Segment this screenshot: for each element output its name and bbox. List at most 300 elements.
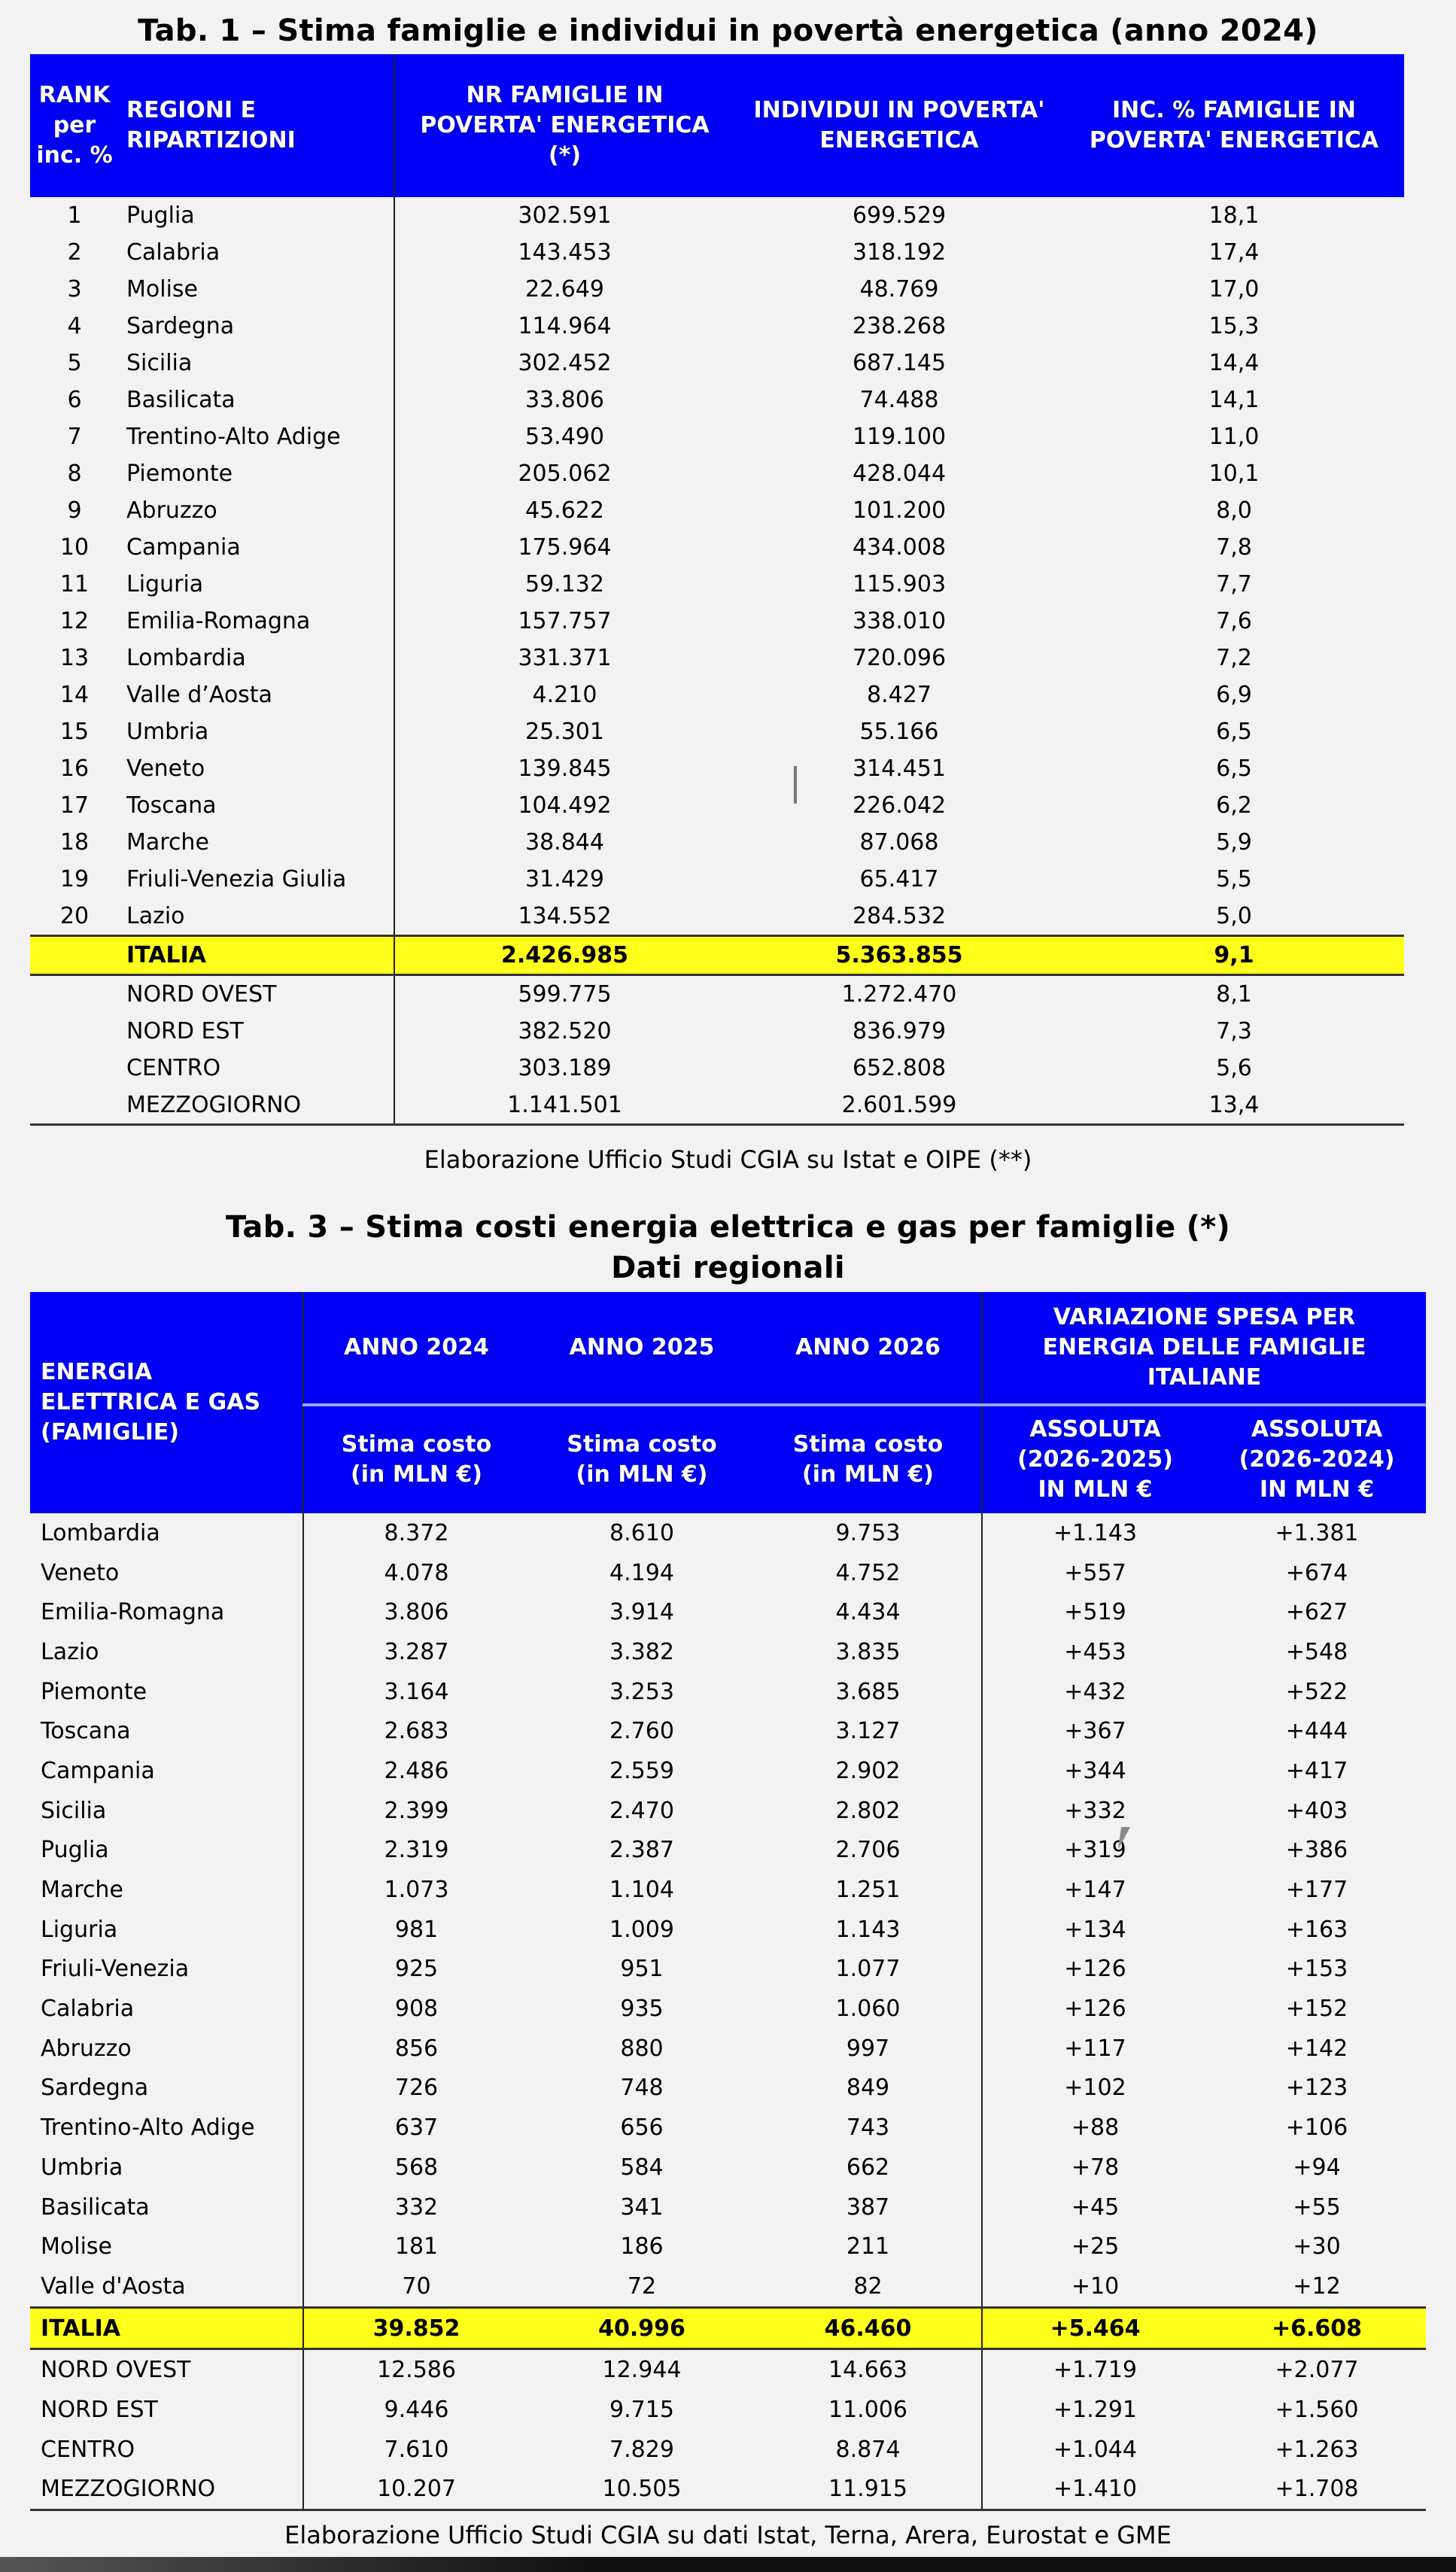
cost-2024-cell: 925 [303, 1950, 529, 1990]
delta-2026-2025-cell: +367 [982, 1711, 1208, 1751]
region-cell: NORD OVEST [126, 981, 277, 1008]
families-cell: 143.453 [394, 234, 734, 271]
families-cell: 205.062 [394, 455, 734, 492]
rank-cell: 16 [59, 755, 90, 782]
table1-title: Tab. 1 – Stima famiglie e individui in povertà energetica (anno 2024) [138, 14, 1318, 48]
cost-2025-cell: 12.944 [602, 2357, 682, 2384]
incidence-cell: 17,0 [1208, 276, 1260, 302]
families-cell: 134.552 [394, 898, 734, 936]
delta-2026-2025-cell: +332 [982, 1791, 1208, 1831]
delta-2026-2025-cell: +102 [982, 2069, 1208, 2108]
incidence-cell: 17,4 [1208, 239, 1260, 266]
individuals-cell: 87.068 [859, 829, 939, 856]
individuals-cell: 238.268 [852, 313, 947, 339]
cost-2025-cell: 186 [620, 2233, 664, 2260]
region-cell: Liguria [41, 1916, 118, 1943]
cost-2026-cell: 743 [846, 2114, 890, 2142]
delta-2026-2025-cell: +519 [982, 1592, 1208, 1632]
delta-2026-2024-cell: +403 [1285, 1797, 1348, 1824]
table3-total-row [30, 2307, 1426, 2349]
delta-2026-2025-cell: +10 [982, 2266, 1208, 2307]
cost-2024-cell: 726 [303, 2069, 529, 2108]
region-cell: Campania [126, 534, 241, 561]
region-cell: Basilicata [126, 387, 236, 413]
cost-2024-cell: 8.372 [303, 1513, 529, 1553]
table3-row [30, 1751, 1426, 1791]
individuals-cell: 836.979 [852, 1018, 947, 1044]
families-cell: 139.845 [394, 750, 734, 787]
header-energy-label: ENERGIA ELETTRICA E GAS (FAMIGLIE) [30, 1292, 303, 1513]
region-cell: NORD OVEST [41, 2357, 191, 2384]
region-cell: Sicilia [41, 1797, 107, 1824]
incidence-cell: 14,4 [1208, 350, 1260, 376]
cost-2024-cell: 3.806 [303, 1592, 529, 1632]
region-cell: Trentino-Alto Adige [41, 2114, 255, 2142]
region-cell: Veneto [41, 1559, 120, 1586]
table3-row [30, 1592, 1426, 1632]
region-cell: Campania [41, 1757, 155, 1784]
delta-2026-2024-cell: +386 [1285, 1837, 1348, 1864]
header-individuals: INDIVIDUI IN POVERTA' ENERGETICA [734, 54, 1064, 197]
incidence-cell: 6,5 [1216, 719, 1252, 745]
subheader-abs-2026-2024: ASSOLUTA (2026-2024) IN MLN € [1208, 1405, 1426, 1513]
table1-row [30, 603, 1404, 640]
rank-cell [30, 1013, 119, 1050]
rank-cell: 13 [59, 645, 90, 671]
header-year-2025: ANNO 2025 [529, 1292, 755, 1405]
individuals-cell: 8.427 [867, 682, 932, 708]
incidence-cell: 15,3 [1208, 313, 1260, 339]
header-variation: VARIAZIONE SPESA PER ENERGIA DELLE FAMIGLIE ITALIANE [982, 1292, 1426, 1405]
delta-2026-2024-cell: +152 [1285, 1996, 1348, 2023]
cost-2025-cell: 3.253 [609, 1678, 674, 1705]
header-families: NR FAMIGLIE IN POVERTA' ENERGETICA (*) [394, 54, 734, 197]
delta-2026-2025-cell: +45 [982, 2187, 1208, 2227]
delta-2026-2024-cell: +6.608 [1208, 2307, 1426, 2349]
families-cell: 4.210 [394, 676, 734, 713]
region-cell: Sardegna [126, 313, 235, 339]
rank-cell: 9 [67, 497, 82, 524]
individuals-cell: 318.192 [852, 239, 947, 266]
region-cell: Calabria [41, 1996, 135, 2023]
delta-2026-2024-cell: +55 [1293, 2193, 1341, 2221]
region-cell: Umbria [126, 719, 209, 745]
delta-2026-2024-cell: +417 [1285, 1757, 1348, 1784]
table3-area-row [30, 2430, 1426, 2470]
cost-2025-cell: 341 [620, 2193, 664, 2221]
cost-2025-cell: 656 [620, 2114, 664, 2142]
delta-2026-2025-cell: +117 [982, 2029, 1208, 2069]
cost-2024-cell: 637 [303, 2108, 529, 2148]
cost-2026-cell: 82 [853, 2273, 883, 2300]
region-cell: Marche [126, 829, 209, 856]
table1-row [30, 566, 1404, 603]
delta-2026-2024-cell: +153 [1285, 1956, 1348, 1983]
table3-source-note: Elaborazione Ufficio Studi CGIA su dati Istat, Terna, Arera, Eurostat e GME [284, 2521, 1172, 2549]
delta-2026-2024-cell: +548 [1285, 1638, 1348, 1665]
rank-cell: 19 [59, 866, 90, 892]
cost-2025-cell: 2.387 [609, 1837, 674, 1864]
table3-row [30, 1989, 1426, 2029]
table3-area-row [30, 2390, 1426, 2430]
individuals-cell: 434.008 [852, 534, 947, 561]
table1-row [30, 676, 1404, 713]
header-incidence: INC. % FAMIGLIE IN POVERTA' ENERGETICA [1064, 54, 1404, 197]
families-cell: 303.189 [394, 1050, 734, 1087]
incidence-cell: 8,1 [1216, 981, 1252, 1008]
rank-cell: 1 [67, 202, 82, 229]
cost-2025-cell: 2.760 [609, 1718, 674, 1745]
cost-2024-cell: 1.073 [303, 1870, 529, 1910]
cost-2026-cell: 2.802 [835, 1797, 901, 1824]
rank-cell: 18 [59, 829, 90, 856]
cost-2025-cell: 4.194 [609, 1559, 674, 1586]
delta-2026-2024-cell: +1.560 [1275, 2396, 1359, 2423]
region-cell: Molise [126, 276, 198, 302]
incidence-cell: 7,7 [1216, 571, 1252, 597]
families-cell: 53.490 [394, 418, 734, 455]
bottom-shadow-bar [0, 2557, 1456, 2572]
individuals-cell: 652.808 [852, 1055, 947, 1081]
table1-row [30, 234, 1404, 271]
rank-cell: 15 [59, 719, 90, 745]
incidence-cell: 11,0 [1208, 424, 1260, 450]
cost-2026-cell: 46.460 [755, 2307, 982, 2349]
families-cell: 1.141.501 [394, 1087, 734, 1125]
table1-area-row [30, 1087, 1404, 1125]
individuals-cell: 314.451 [852, 755, 947, 782]
families-cell: 302.591 [394, 197, 734, 234]
delta-2026-2025-cell: +25 [982, 2227, 1208, 2266]
cost-2025-cell: 3.914 [609, 1599, 674, 1626]
header-year-2026: ANNO 2026 [755, 1292, 982, 1405]
table3-row [30, 2029, 1426, 2069]
table1-row [30, 418, 1404, 455]
region-cell: NORD EST [41, 2396, 158, 2423]
families-cell: 157.757 [394, 603, 734, 640]
families-cell: 114.964 [394, 308, 734, 345]
cost-2026-cell: 9.753 [835, 1519, 901, 1546]
cost-2025-cell: 9.715 [609, 2396, 674, 2423]
delta-2026-2025-cell: +88 [982, 2108, 1208, 2148]
table1-row [30, 308, 1404, 345]
table3-row [30, 2108, 1426, 2148]
delta-2026-2024-cell: +1.381 [1275, 1519, 1359, 1546]
rank-cell [30, 1050, 119, 1087]
individuals-cell: 55.166 [859, 719, 939, 745]
cost-2026-cell: 211 [846, 2233, 890, 2260]
delta-2026-2025-cell: +1.410 [982, 2470, 1208, 2510]
families-cell: 31.429 [394, 861, 734, 898]
cost-2026-cell: 3.127 [835, 1718, 901, 1745]
cost-2026-cell: 14.663 [828, 2357, 907, 2384]
table3-row [30, 2069, 1426, 2108]
delta-2026-2025-cell: +1.044 [982, 2430, 1208, 2470]
region-cell: Toscana [41, 1718, 131, 1745]
individuals-cell: 338.010 [852, 608, 947, 634]
individuals-cell: 48.769 [859, 276, 939, 302]
region-cell: Puglia [41, 1837, 109, 1864]
table3-area-row [30, 2470, 1426, 2510]
families-cell: 331.371 [394, 640, 734, 676]
individuals-cell: 5.363.855 [734, 936, 1064, 975]
families-cell: 22.649 [394, 271, 734, 308]
delta-2026-2024-cell: +674 [1285, 1559, 1348, 1586]
table1-row [30, 750, 1404, 787]
table3-row [30, 1553, 1426, 1593]
delta-2026-2024-cell: +2.077 [1275, 2357, 1359, 2384]
individuals-cell: 687.145 [852, 350, 947, 376]
cost-2026-cell: 1.060 [835, 1996, 901, 2023]
cost-2024-cell: 981 [303, 1910, 529, 1950]
families-cell: 382.520 [394, 1013, 734, 1050]
incidence-cell: 10,1 [1208, 461, 1260, 487]
cost-2024-cell: 2.486 [303, 1751, 529, 1791]
table3-subtitle: Dati regionali [611, 1251, 845, 1285]
rank-cell [30, 936, 119, 975]
cost-2024-cell: 4.078 [303, 1553, 529, 1593]
region-cell: Calabria [126, 239, 220, 266]
incidence-cell: 7,8 [1216, 534, 1252, 561]
rank-cell: 4 [67, 313, 82, 339]
cost-2024-cell: 70 [303, 2266, 529, 2307]
rank-cell: 17 [59, 792, 90, 819]
header-year-2024: ANNO 2024 [303, 1292, 529, 1405]
table3-row [30, 1711, 1426, 1751]
cost-2026-cell: 849 [846, 2075, 890, 2102]
families-cell: 104.492 [394, 787, 734, 824]
incidence-cell: 7,3 [1216, 1018, 1252, 1044]
cost-2024-cell: 908 [303, 1989, 529, 2029]
delta-2026-2025-cell: +319 [982, 1831, 1208, 1871]
table1-row [30, 529, 1404, 566]
cost-2026-cell: 11.915 [755, 2470, 982, 2510]
subheader-cost-2025: Stima costo (in MLN €) [529, 1405, 755, 1513]
region-cell: Abruzzo [41, 2035, 132, 2062]
region-cell: Friuli-Venezia Giulia [126, 866, 347, 892]
table1-row [30, 345, 1404, 382]
cost-2025-cell: 7.829 [609, 2436, 674, 2463]
incidence-cell: 14,1 [1208, 387, 1260, 413]
region-cell: Umbria [41, 2154, 123, 2181]
cost-2026-cell: 387 [846, 2193, 890, 2221]
table1-total-row [30, 936, 1404, 975]
families-cell: 25.301 [394, 713, 734, 750]
table3-row [30, 2187, 1426, 2227]
cost-2025-cell: 584 [620, 2154, 664, 2181]
individuals-cell: 65.417 [859, 866, 939, 892]
delta-2026-2025-cell: +126 [982, 1950, 1208, 1990]
cost-2025-cell: 2.470 [609, 1797, 674, 1824]
rank-cell: 11 [59, 571, 90, 597]
table3-area-row [30, 2349, 1426, 2390]
cost-2026-cell: 11.006 [828, 2396, 907, 2423]
header-rank: RANK per inc. % [30, 54, 119, 197]
delta-2026-2025-cell: +134 [982, 1910, 1208, 1950]
incidence-cell: 18,1 [1208, 202, 1260, 229]
rank-cell: 20 [59, 903, 90, 929]
cost-2024-cell: 2.683 [303, 1711, 529, 1751]
cost-2026-cell: 3.835 [835, 1638, 901, 1665]
table1-row [30, 713, 1404, 750]
table1-source-note: Elaborazione Ufficio Studi CGIA su Istat e OIPE (**) [424, 1145, 1032, 1174]
cost-2025-cell: 935 [620, 1996, 664, 2023]
delta-2026-2025-cell: +1.143 [982, 1513, 1208, 1553]
individuals-cell: 226.042 [852, 792, 947, 819]
rank-cell: 3 [67, 276, 82, 302]
text-cursor-icon [794, 766, 797, 804]
families-cell: 599.775 [394, 975, 734, 1014]
cost-2026-cell: 1.251 [835, 1877, 901, 1904]
incidence-cell: 5,6 [1216, 1055, 1252, 1081]
table3-row [30, 1791, 1426, 1831]
table3-row [30, 1910, 1426, 1950]
delta-2026-2025-cell: +147 [982, 1870, 1208, 1910]
cost-2024-cell: 181 [303, 2227, 529, 2266]
cost-2025-cell: 3.382 [609, 1638, 674, 1665]
individuals-cell: 101.200 [852, 497, 947, 524]
incidence-cell: 7,2 [1216, 645, 1252, 671]
region-cell: Abruzzo [126, 497, 217, 524]
cost-2024-cell: 2.399 [303, 1791, 529, 1831]
region-cell: Valle d’Aosta [126, 682, 272, 708]
families-cell: 59.132 [394, 566, 734, 603]
region-cell: Veneto [126, 755, 205, 782]
individuals-cell: 284.532 [852, 903, 947, 929]
individuals-cell: 720.096 [852, 645, 947, 671]
delta-2026-2024-cell: +522 [1285, 1678, 1348, 1705]
cost-2026-cell: 2.902 [835, 1757, 901, 1784]
table3-row [30, 1950, 1426, 1990]
cost-2024-cell: 39.852 [303, 2307, 529, 2349]
table1-row [30, 455, 1404, 492]
table3-row [30, 2227, 1426, 2266]
incidence-cell: 5,5 [1216, 866, 1252, 892]
cost-2025-cell: 1.009 [609, 1916, 674, 1943]
cost-2025-cell: 748 [620, 2075, 664, 2102]
delta-2026-2024-cell: +123 [1285, 2075, 1348, 2102]
table1-energy-poverty [30, 54, 1404, 1126]
table1-area-row [30, 975, 1404, 1014]
individuals-cell: 699.529 [852, 202, 947, 229]
cost-2024-cell: 12.586 [303, 2349, 529, 2390]
families-cell: 38.844 [394, 824, 734, 861]
delta-2026-2025-cell: +453 [982, 1632, 1208, 1672]
delta-2026-2024-cell: +627 [1285, 1599, 1348, 1626]
cost-2024-cell: 856 [303, 2029, 529, 2069]
rank-cell [30, 1087, 119, 1125]
table1-row [30, 640, 1404, 676]
families-cell: 2.426.985 [394, 936, 734, 975]
delta-2026-2025-cell: +1.719 [982, 2349, 1208, 2390]
region-cell: Piemonte [41, 1678, 147, 1705]
cost-2026-cell: 662 [846, 2154, 890, 2181]
cost-2024-cell: 3.164 [303, 1672, 529, 1712]
individuals-cell: 115.903 [852, 571, 947, 597]
cost-2026-cell: 4.752 [835, 1559, 901, 1586]
cost-2025-cell: 10.505 [529, 2470, 755, 2510]
region-cell: Sardegna [41, 2075, 149, 2102]
individuals-cell: 119.100 [852, 424, 947, 450]
table3-row [30, 1513, 1426, 1553]
families-cell: 302.452 [394, 345, 734, 382]
cost-2026-cell: 2.706 [835, 1837, 901, 1864]
individuals-cell: 428.044 [852, 461, 947, 487]
cost-2025-cell: 1.104 [609, 1877, 674, 1904]
table1-row [30, 861, 1404, 898]
table3-row [30, 1831, 1426, 1871]
incidence-cell: 8,0 [1216, 497, 1252, 524]
table3-energy-costs [30, 1292, 1426, 2511]
header-region: REGIONI E RIPARTIZIONI [119, 54, 394, 197]
region-cell: Lombardia [126, 645, 246, 671]
region-cell: Lazio [41, 1638, 99, 1665]
individuals-cell: 1.272.470 [841, 981, 957, 1008]
cost-2025-cell: 2.559 [609, 1757, 674, 1784]
table3-header-row-top [30, 1292, 1426, 1405]
table1-row [30, 787, 1404, 824]
cost-2025-cell: 880 [620, 2035, 664, 2062]
table3-row [30, 1632, 1426, 1672]
incidence-cell: 6,5 [1216, 755, 1252, 782]
rank-cell: 8 [67, 461, 82, 487]
cost-2024-cell: 9.446 [303, 2390, 529, 2430]
region-cell: Piemonte [126, 461, 233, 487]
incidence-cell: 9,1 [1064, 936, 1404, 975]
delta-2026-2024-cell: +106 [1285, 2114, 1348, 2142]
rank-cell: 5 [67, 350, 82, 376]
incidence-cell: 6,9 [1216, 682, 1252, 708]
delta-2026-2024-cell: +94 [1293, 2154, 1341, 2181]
region-cell: ITALIA [119, 936, 394, 975]
families-cell: 45.622 [394, 492, 734, 529]
cost-2026-cell: 4.434 [835, 1599, 901, 1626]
incidence-cell: 5,0 [1216, 903, 1252, 929]
table1-header-row [30, 54, 1404, 197]
delta-2026-2024-cell: +1.263 [1275, 2436, 1359, 2463]
cost-2026-cell: 997 [846, 2035, 890, 2062]
region-cell: Basilicata [41, 2193, 150, 2221]
table1-row [30, 197, 1404, 234]
region-cell: ITALIA [30, 2307, 303, 2349]
cost-2025-cell: 951 [620, 1956, 664, 1983]
delta-2026-2025-cell: +557 [982, 1553, 1208, 1593]
region-cell: MEZZOGIORNO [30, 2470, 303, 2510]
region-cell: Toscana [126, 792, 217, 819]
rank-cell: 10 [59, 534, 90, 561]
table1-row [30, 492, 1404, 529]
region-cell: Friuli-Venezia [41, 1956, 190, 1983]
rank-cell: 14 [59, 682, 90, 708]
delta-2026-2025-cell: +344 [982, 1751, 1208, 1791]
region-cell: Liguria [126, 571, 204, 597]
families-cell: 33.806 [394, 382, 734, 418]
region-cell: Puglia [126, 202, 195, 229]
rank-cell: 7 [67, 424, 82, 450]
delta-2026-2024-cell: +163 [1285, 1916, 1348, 1943]
table3-title: Tab. 3 – Stima costi energia elettrica e gas per famiglie (*) [225, 1210, 1231, 1245]
cost-2024-cell: 7.610 [303, 2430, 529, 2470]
region-cell: Emilia-Romagna [41, 1599, 225, 1626]
region-cell: Marche [41, 1877, 123, 1904]
cost-2026-cell: 1.077 [835, 1956, 901, 1983]
rank-cell: 6 [67, 387, 82, 413]
table1-area-row [30, 1013, 1404, 1050]
region-cell: Trentino-Alto Adige [126, 424, 341, 450]
incidence-cell: 13,4 [1064, 1087, 1404, 1125]
delta-2026-2025-cell: +1.291 [982, 2390, 1208, 2430]
table3-row [30, 1672, 1426, 1712]
